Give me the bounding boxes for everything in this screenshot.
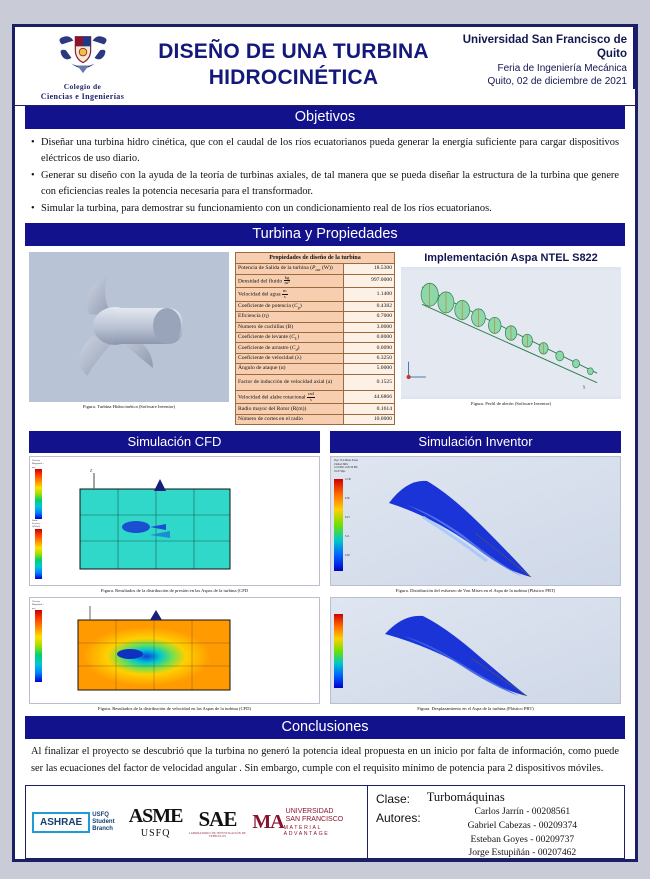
cfd-pressure-column <box>29 456 320 594</box>
objetivo-text: Diseñar una turbina hidro cinética, que con el caudal de los ríos ecuatorianos pueda generar la energía suficiente para cargar dispositivos eléctricos de uso diario. <box>41 137 619 164</box>
table-cell-label: Densidad del fluido $\frac{kg}{\text{m³}}$ <box>236 274 344 288</box>
ma-line2: SAN FRANCISCO <box>285 816 344 824</box>
ashrae-name: ASHRAE <box>32 812 90 833</box>
poster-title-line2: HIDROCINÉTICA <box>208 65 379 89</box>
clase-value: Turbomáquinas <box>426 790 505 805</box>
cfd-pressure-plot <box>29 456 320 586</box>
ashrae-logo <box>32 812 129 833</box>
cfd-velocity-render <box>64 604 244 698</box>
table-cell-value: 44.6866 <box>344 390 395 404</box>
course-info-box <box>368 785 625 859</box>
asme-logo <box>129 805 183 839</box>
table-cell-label: Factor de inducción de velocidad axial (a) <box>236 374 344 390</box>
crest-caption-line1: Colegio de <box>63 82 102 91</box>
university-crest-block <box>15 27 150 101</box>
cfd-legend-1 <box>32 459 46 578</box>
table-cell-value: 0.4382 <box>344 301 395 311</box>
simulacion-row-2 <box>15 594 635 712</box>
table-row <box>236 364 395 374</box>
tick-label: 6.23 <box>345 516 350 520</box>
inventor-vonmises-column <box>330 456 621 594</box>
autor-name: Jorge Estupiñán - 00207462 <box>468 847 577 859</box>
table-cell-value: 10.0000 <box>344 414 395 424</box>
cfd-velocity-plot <box>29 597 320 704</box>
table-cell-value: 0.8000 <box>344 332 395 342</box>
list-item <box>31 201 619 217</box>
turbina-banner: Turbina y Propiedades <box>25 223 625 246</box>
table-cell-label: Velocidad del agua $\frac{m}{s}$ <box>236 288 344 302</box>
ma-line1: UNIVERSIDAD <box>285 808 334 816</box>
objetivo-text: Simular la turbina, para demostrar su funcionamiento con un condicionamiento real de los ríos ecuatorianos. <box>41 203 492 215</box>
simulacion-row-1 <box>15 453 635 594</box>
university-info-block <box>437 27 635 89</box>
tick-label: 12.30 <box>345 478 351 482</box>
table-row <box>236 274 395 288</box>
table-cell-label: Radio mayor del Rotor (R(m)) <box>236 404 344 414</box>
table-cell-label: Coeficiente de velocidad (λ) <box>236 353 344 363</box>
table-cell-value: 5.0000 <box>344 364 395 374</box>
table-cell-label: Velocidad del alabe rotacional $\frac{\text{rad}}{s}$ <box>236 390 344 404</box>
table-cell-label: Coeficiente de arrastre $(C_d)$ <box>236 343 344 353</box>
objetivo-text: Generar su diseño con la ayuda de la teoría de turbinas axiales, de tal manera que se pueda diseñar la estructura de la turbina que genere con eficiencias reales la potencia necesaria para el transformador. <box>41 170 619 197</box>
table-cell-value: 3.0000 <box>344 322 395 332</box>
event-date: Quito, 02 de diciembre de 2021 <box>487 76 627 88</box>
inventor-legend-ticks <box>345 479 351 558</box>
aspa-profile-image <box>401 267 621 399</box>
cfd-velocity-caption: Figura. Resultados de la distribución de velocidad en las Aspas de la turbina (CFD) <box>97 706 252 712</box>
inv-legend-unit: Unidad: MPa <box>334 462 348 466</box>
ma-text-block <box>284 808 361 837</box>
table-cell-label: Eficiencia (η) <box>236 312 344 322</box>
table-cell-value: 0.1614 <box>344 404 395 414</box>
objetivos-list <box>15 129 635 223</box>
aspa-section-title: Implementación Aspa NTEL S822 <box>424 252 598 265</box>
inventor-banner: Simulación Inventor <box>330 431 621 453</box>
table-body <box>236 264 395 425</box>
conclusiones-banner: Conclusiones <box>25 716 625 739</box>
table-row <box>236 414 395 424</box>
colorbar-icon <box>35 529 42 579</box>
asme-sub: USFQ <box>140 828 171 840</box>
inventor-displacement-plot <box>330 597 621 704</box>
table-cell-value: 0.0090 <box>344 343 395 353</box>
sae-sub: LABORATORIO DE INVESTIGACIÓN DE VEHÍCULOS <box>188 831 247 838</box>
table-row <box>236 404 395 414</box>
poster-footer <box>25 785 625 859</box>
table-row <box>236 390 395 404</box>
inventor-vonmises-plot <box>330 456 621 586</box>
table-cell-label: Coeficiente de levante $(C_L)$ <box>236 332 344 342</box>
ma-initials: MA <box>252 810 284 833</box>
inv-legend-title: Tipo: Von Mises Stress <box>334 459 358 463</box>
sae-logo <box>183 807 253 838</box>
cfd-pressure-caption: Figura. Resultados de la distribución de presión en las Aspas de la turbina (CFD <box>100 588 249 594</box>
table-row <box>236 312 395 322</box>
turbine-figure-caption: Figura. Turbina Hidrocinética (Software Inventor) <box>82 404 176 410</box>
inventor-colorbar-icon <box>334 479 343 571</box>
tick-label: 0.00 <box>345 554 350 558</box>
cfd-velocity-column <box>29 597 320 712</box>
inventor-vonmises-caption: Figura. Distribución del esfuerzo de Von Mises en el Aspa de la turbina (Plástico PBT) <box>395 588 556 594</box>
aspa-figure-caption: Figura. Perfil de alerón (Software Inventor) <box>470 401 552 407</box>
table-cell-label: Coeficiente de potencia $(C_p)$ <box>236 301 344 311</box>
blade-stress-render <box>355 461 550 583</box>
inv-legend-max: 18.47 Mpa <box>334 470 346 474</box>
clase-label: Clase: <box>376 792 411 807</box>
table-title: Propiedades de diseño de la turbina <box>236 253 395 264</box>
university-name: Universidad San Francisco de Quito <box>462 34 627 61</box>
table-cell-value: 18.5300 <box>344 264 395 274</box>
autor-name: Gabriel Cabezas - 00209374 <box>467 820 578 832</box>
table-cell-label: Ángulo de ataque (α) <box>236 364 344 374</box>
poster-header <box>15 27 635 106</box>
colorbar-icon <box>35 610 42 682</box>
objetivos-banner: Objetivos <box>25 106 625 129</box>
info-value-column <box>421 790 618 858</box>
tick-label: 3.11 <box>345 535 350 539</box>
properties-table <box>235 252 395 425</box>
table-row <box>236 343 395 353</box>
autor-name: Esteban Goyes - 00209737 <box>470 833 575 845</box>
inventor-colorbar-icon <box>334 614 343 688</box>
inv-legend-date: 12/2/2021 4:26:16 PM <box>334 466 358 470</box>
table-cell-value: 0.7000 <box>344 312 395 322</box>
cfd-legend-velocity <box>32 600 46 682</box>
table-cell-value: 6.3250 <box>344 353 395 363</box>
info-label-column <box>376 790 421 858</box>
asme-name: ASME <box>128 805 183 828</box>
table-row <box>236 288 395 302</box>
table-cell-value: 997.0000 <box>344 274 395 288</box>
cfd-domain-render <box>64 465 244 579</box>
table-cell-value: 1.1400 <box>344 288 395 302</box>
crest-caption-line2: Ciencias e Ingenierías <box>40 91 125 101</box>
ashrae-sub-block <box>92 812 129 833</box>
cfd-banner: Simulación CFD <box>29 431 320 453</box>
table-row <box>236 264 395 274</box>
table-row <box>236 332 395 342</box>
inventor-displacement-column <box>330 597 621 712</box>
conclusiones-text: Al finalizar el proyecto se descubrió que la turbina no generó la potencia ideal propuesta en un inicio por falta de información, como puede ser las ecuaciones del factor de velocidad angular . Sin embargo, cumple con el requisito mínimo de potencia para 2 dispositivos móviles. <box>31 746 619 774</box>
bullet-icon: • <box>31 137 35 148</box>
bullet-icon: • <box>31 203 35 215</box>
table-cell-label: Potencia de Salida de la turbina ($P_{out}$ (W)) <box>236 264 344 274</box>
turbine-render-icon <box>29 252 229 402</box>
turbine-figure-column <box>29 252 229 425</box>
turbina-content-row <box>15 246 635 427</box>
table-cell-label: Numero de cuchillas (B) <box>236 322 344 332</box>
properties-table-column <box>235 252 395 425</box>
conclusiones-body <box>15 739 635 781</box>
tick-label: 9.36 <box>345 497 350 501</box>
table-row <box>236 353 395 363</box>
autor-name: Carlos Jarrín - 00208561 <box>474 806 571 818</box>
ashrae-sub2: Student Branch <box>92 818 115 832</box>
list-item <box>31 168 619 199</box>
svg-text:X: X <box>582 385 586 390</box>
list-item <box>31 135 619 166</box>
usfq-crest-icon <box>54 31 112 77</box>
table-cell-label: Número de cortes en el radio <box>236 414 344 424</box>
inventor-displacement-caption: Figura. Desplazamiento en el Aspa de la turbina (Plástico PBT) <box>417 706 534 712</box>
cfd-legend-1-title: Velocity Magnitude - m/s <box>32 459 44 469</box>
simulaciones-banner-row <box>15 427 635 453</box>
cfd-legend-2-title: Static Pressure - (kN/m2) <box>32 518 42 529</box>
aspa-render-icon <box>401 267 621 399</box>
ashrae-sub1: USFQ <box>92 812 109 819</box>
blade-displacement-render <box>355 600 550 700</box>
event-name: Feria de Ingeniería Mecánica <box>497 62 627 74</box>
table-row <box>236 301 395 311</box>
sae-name: SAE <box>198 806 237 831</box>
table-row <box>236 374 395 390</box>
colorbar-icon <box>35 469 42 519</box>
poster-title-line1: DISEÑO DE UNA TURBINA <box>158 40 429 63</box>
bullet-icon: • <box>31 170 35 182</box>
poster-root <box>12 24 638 862</box>
sponsor-logos <box>25 785 368 859</box>
aspa-figure-column <box>401 252 621 425</box>
table-row <box>236 322 395 332</box>
autores-label: Autores: <box>376 811 421 826</box>
poster-title-block <box>150 27 437 90</box>
ma-sub: MATERIAL ADVANTAGE <box>283 824 330 837</box>
table-cell-value: 0.1525 <box>344 374 395 390</box>
cfd-legend-1-title: Velocity Magnitude - m/s <box>32 600 44 610</box>
svg-text:Z: Z <box>90 468 93 474</box>
turbine-3d-image <box>29 252 229 402</box>
material-advantage-logo <box>252 808 361 837</box>
